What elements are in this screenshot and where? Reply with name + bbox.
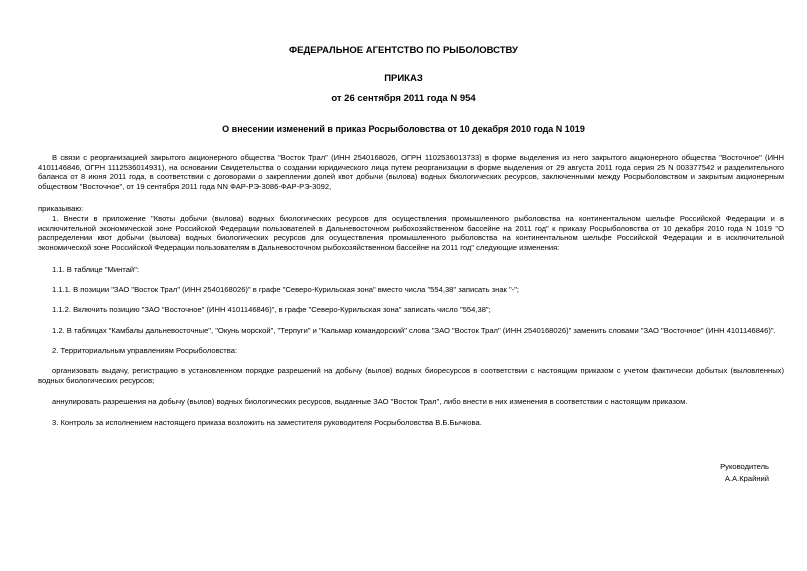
item-3: 3. Контроль за исполнением настоящего приказа возложить на заместителя руководителя Росрыболовства В.Б.Бычкова. — [52, 418, 482, 427]
item-1-1-1: 1.1.1. В позиции "ЗАО "Восток Трал" (ИНН 2540168026)" в графе "Северо-Курильская зона" вместо числа "554,38" записать знак "-"; — [52, 285, 520, 294]
preamble-paragraph: В связи с реорганизацией закрытого акционерного общества "Восток Трал" (ИНН 2540168026, ОГРН 1102536013733) в форме выделения из него закрытого акционерного общества "Восточное" (ИНН 4101146846, ОГРН 1112536014931), на основании Свидетельства о создании юридического лица путем реорганизации в форме выделения от 29 августа 2011 года серия 25 N 003377542 и разделительного баланса от 8 июня 2011 года, в соответствии с договорами о закреплении долей квот добычи (вылова) водных биологических ресурсов, заключенными между Росрыболовством и закрытым акционерным обществом "Восточное", от 19 сентября 2011 года NN ФАР-РЭ-3086-ФАР-РЭ-3092, — [38, 153, 784, 191]
item-2-b: аннулировать разрешения на добычу (вылов) водных биологических ресурсов, выданные ЗАО "Восток Трал", либо внести в них изменения в соответствии с настоящим приказом. — [52, 397, 688, 406]
document-type: ПРИКАЗ — [384, 73, 423, 84]
signatory-name: А.А.Крайний — [724, 474, 769, 483]
item-1-2: 1.2. В таблицах "Камбалы дальневосточные", "Окунь морской", "Терпуги" и "Кальмар командорский" слова "ЗАО "Восток Трал" (ИНН 2540168026)" заменить словами "ЗАО "Восточное" (ИНН 4101146846)". — [52, 326, 776, 335]
agency-name: ФЕДЕРАЛЬНОЕ АГЕНТСТВО ПО РЫБОЛОВСТВУ — [289, 45, 518, 56]
document-subject: О внесении изменений в приказ Росрыболовства от 10 декабря 2010 года N 1019 — [222, 124, 585, 134]
item-1: 1. Внести в приложение "Квоты добычи (вылова) водных биологических ресурсов для осуществления промышленного рыболовства на континентальном шельфе Российской Федерации и в исключительной экономической зоне Российской Федерации пользователей в Дальневосточном рыбохозяйственном бассейне на 2011 год" к приказу Росрыболовства от 10 декабря 2010 года N 1019 "О распределении квот добычи (вылова) водных биологических ресурсов для осуществления промышленного рыболовства на континентальном шельфе Российской Федерации и в исключительной экономической зоне Российской Федерации пользователям в Дальневосточном рыбохозяйственном бассейне на 2011 год" следующие изменения: — [38, 214, 784, 252]
item-1-1-2: 1.1.2. Включить позицию "ЗАО "Восточное" (ИНН 4101146846)", в графе "Северо-Курильская зона" записать число "554,38"; — [52, 305, 491, 314]
item-2-a: организовать выдачу, регистрацию в установленном порядке разрешений на добычу (вылов) водных биоресурсов в соответствии с настоящим приказом с учетом фактически добытых (выловленных) водных биологических ресурсов; — [38, 366, 784, 385]
signature-block — [720, 461, 769, 485]
signatory-title: Руководитель — [720, 462, 769, 471]
item-1-1: 1.1. В таблице "Минтай": — [52, 265, 139, 274]
order-word: приказываю: — [38, 204, 84, 213]
document-date-number: от 26 сентября 2011 года N 954 — [331, 93, 476, 104]
document-body — [38, 0, 784, 571]
item-2: 2. Территориальным управлениям Росрыболовства: — [52, 346, 238, 355]
